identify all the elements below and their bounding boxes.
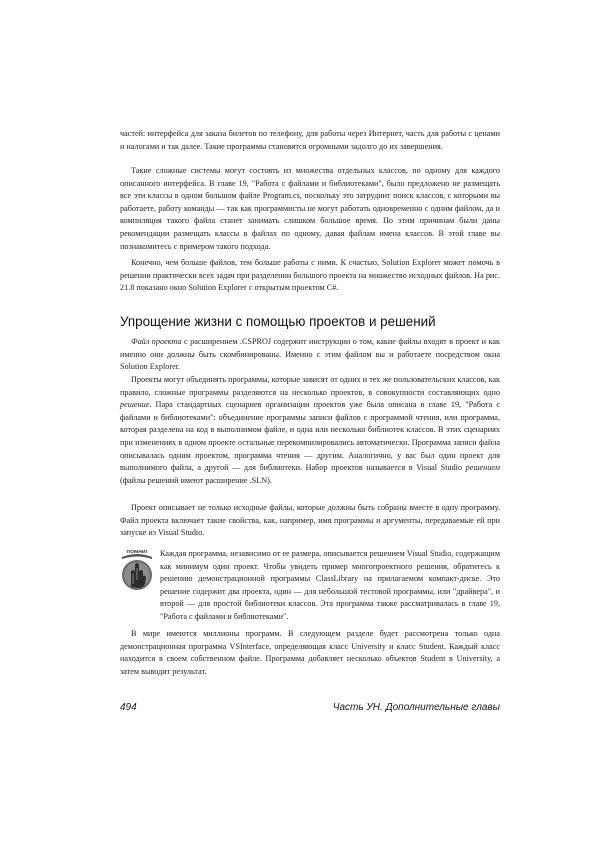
paragraph-project-file	[120, 336, 500, 374]
remember-text: Каждая программа, независимо от ее размера, описывается решением Visual Studio, содержащим как минимум один проект. Чтобы увидеть пример многопроектного решения, обратитесь к решению демонстрационной программы ClassLibrary на прилагаемом компакт-диске. Это решение содержит два проекта, один — для небольшой тестовой программы, или "драйвера", и второй — для простой библиотеки классов. Эта программа также рассматривалась в главе 19, "Работа с файлами и библиотеками".	[160, 549, 500, 621]
section-heading: Упрощение жизни с помощью проектов и решений	[120, 314, 436, 329]
page-number: 494	[120, 702, 137, 713]
term-project-file: Файл проекта	[131, 337, 182, 346]
remember-note	[120, 548, 500, 628]
paragraph-complex-systems	[120, 165, 500, 253]
paragraph-project-describes	[120, 502, 500, 540]
term-solution: решение	[120, 400, 150, 410]
page-footer	[120, 702, 500, 716]
paragraph-text: Проект описывает не только исходные файлы, которые должны быть собраны вместе в одну программу. Файл проекта включает такие свойства, как, например, имя программы и аргументы, передаваемые ей при запуске из Visual Studio.	[120, 503, 500, 538]
paragraph-millions-programs	[120, 628, 500, 678]
paragraph-text: частей: интерфейса для заказа билетов по телефону, для работы через Интернет, часть для работы с ценами и налогами и так далее. Такие программы становятся огромными задолго до их завершения.	[120, 129, 500, 151]
paragraph-text: . Пара стандартных сценариев организации проектов уже была описана в главе 19, "Работа с файлами и библиотеками": объединение программы записи файлов с программой чтения, или программа, которая разделена на код в выполнимом файле, и одна или несколько библиотек классов. В этих сценариях при изменениях в одном проекте остальные перекомпилировались автоматически. Программа записи файла описывалась одним проектом, программа чтения — другим. Аналогично, у вас был один проект для выполнимого файла, а другой — для библиотеки. Набор проектов называется в Visual Studio	[120, 400, 500, 473]
paragraph-projects-solutions	[120, 374, 500, 487]
paragraph-text: Такие сложные системы могут состоять из множества отдельных классов, по одному для каждого описанного интерфейса. В главе 19, "Работа с файлами и библиотеками", было предложено не размещать все эти классы в одном большом файле Program.cs, поскольку это затруднит поиск классов, с которыми вы работаете, работу команды — так как программисты не могут работать одновременно с одним файлом, да и компиляция такого файла станет занимать слишком большое время. По этим причинам были даны рекомендации размещать классы в файлах по одному, давая файлам имена классов. В этой главе вы познакомитесь с примером такого подхода.	[120, 166, 500, 251]
remember-icon-label: ПОМНИ!	[126, 550, 148, 555]
part-title: Часть УН. Дополнительные главы	[332, 702, 500, 713]
paragraph-solution-explorer	[120, 257, 500, 295]
term-solutions: решением	[465, 463, 500, 473]
paragraph-text: В мире имеются миллионы программ. В следующем разделе будет рассмотрена только одна демонстрационная программа VSInterface, определяющая класс University и класс Student. Каждый класс находится в своем собственном файле. Программа добавляет несколько объектов Student в University, а затем выводит результат.	[120, 629, 500, 676]
remember-icon	[120, 550, 154, 592]
paragraph-text: с расширением .CSPROJ содержит инструкции о том, какие файлы входят в проект и как именно они должны быть скомбинированы. Именно с этим файлом вы и работаете посредством окна Solution Explorer.	[120, 337, 500, 372]
paragraph-intro	[120, 128, 500, 153]
paragraph-text: Проекты могут объединять программы, которые зависят от одних и тех же пользовательских классов, как правило, сложные программы разделяются на несколько проектов, в совокупности составляющих одно	[120, 375, 500, 397]
paragraph-text: (файлы решений имеют расширение .SLN).	[120, 475, 272, 485]
paragraph-text: Конечно, чем больше файлов, тем больше работы с ними. К счастью, Solution Explorer может помочь в решении практически всех задач при разделении большого проекта на множество исходных файлов. На рис. 21.8 показано окно Solution Explorer с открытым проектом C#.	[120, 258, 500, 293]
